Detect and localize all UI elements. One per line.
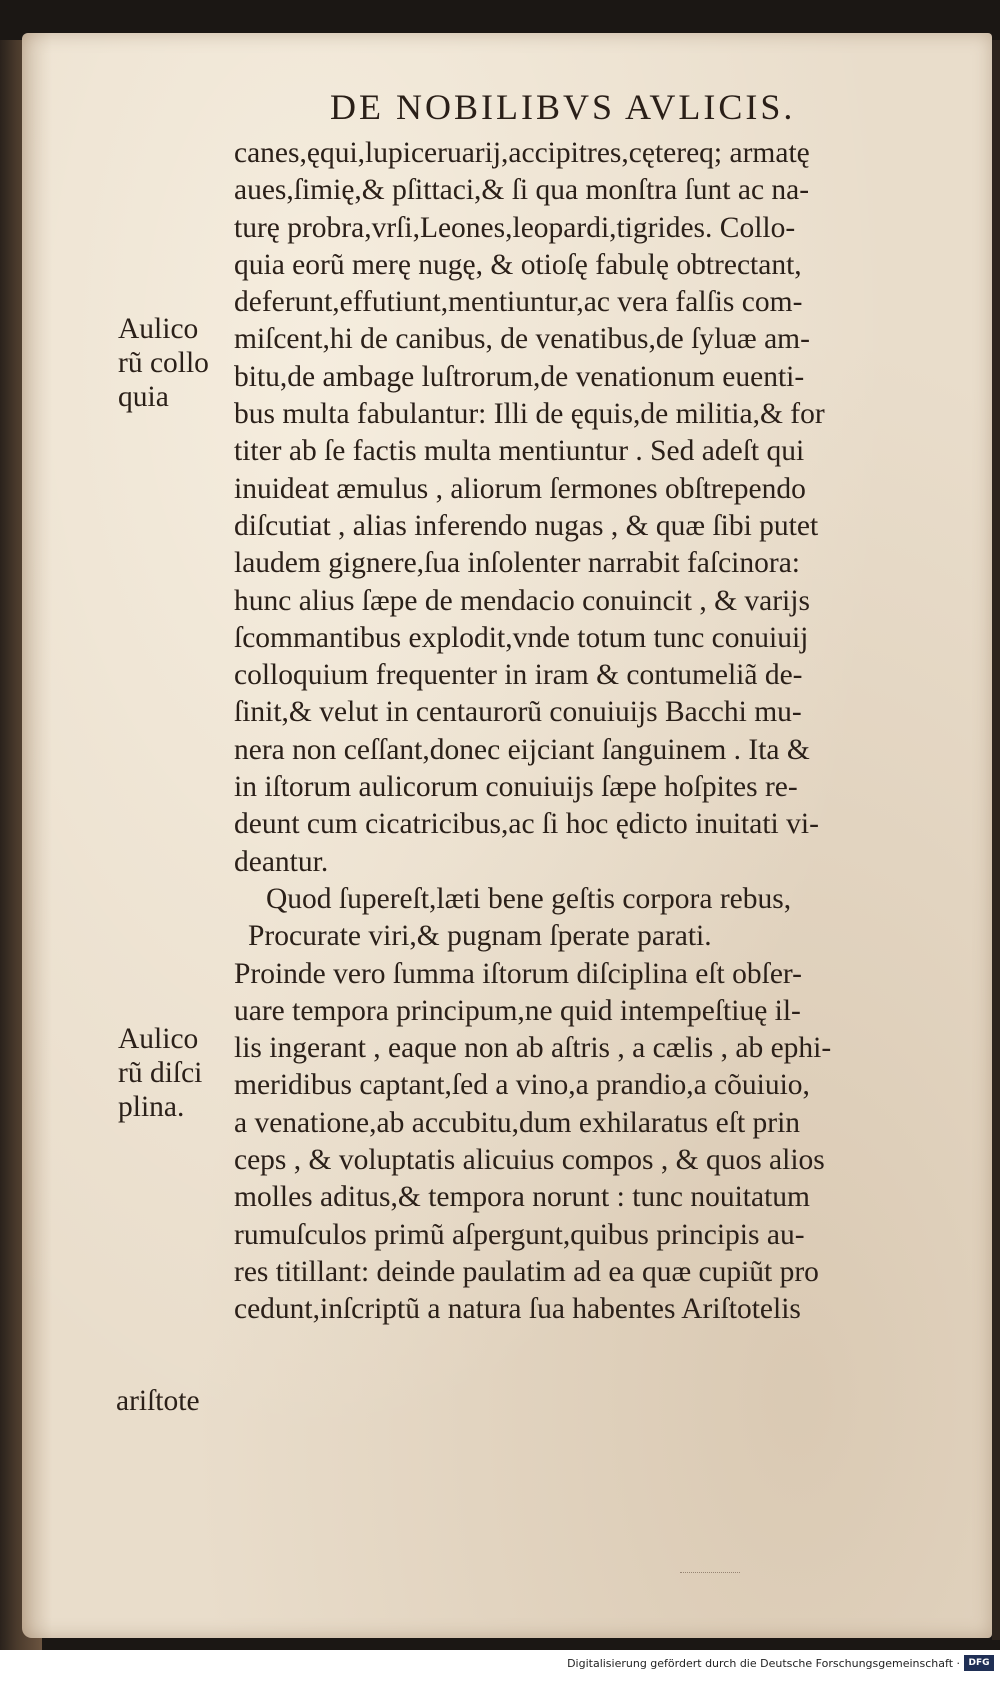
running-head: DE NOBILIBVS AVLICIS. (330, 87, 796, 127)
funding-credit: Digitalisierung gefördert durch die Deutsche Forschungsgemeinschaft · (567, 1657, 960, 1670)
text-line: ſinit,& velut in centaurorũ conuiuijs Bacchi mu- (234, 696, 802, 729)
text-line: rumuſculos primũ aſpergunt,quibus principis au- (234, 1218, 805, 1251)
text-line: in iſtorum aulicorum conuiuijs ſæpe hoſpites re- (234, 771, 798, 804)
text-line: meridibus captant,ſed a vino,a prandio,a cõuiuio, (234, 1069, 810, 1102)
margin-note-aulicorum-colloquia (118, 312, 209, 414)
text-line: aues,ſimię,& pſittaci,& ſi qua monſtra ſunt ac na- (234, 174, 810, 207)
text-line: bitu,de ambage luſtrorum,de venationum euenti- (234, 360, 805, 393)
text-line: diſcutiat , alias inferendo nugas , & quæ ſibi putet (234, 509, 819, 542)
verse-line: Quod ſupereſt,læti bene geſtis corpora rebus, (266, 882, 792, 915)
margin-note-line: rũ collo (118, 347, 209, 379)
text-line: uare tempora principum,ne quid intempeſtiuę il- (234, 994, 801, 1027)
text-line: colloquium frequenter in iram & contumeliã de- (234, 659, 803, 692)
text-line: a venatione,ab accubitu,dum exhilaratus eſt prin (234, 1106, 801, 1139)
text-line: Proinde vero ſumma iſtorum diſciplina eſt obſer- (234, 957, 802, 990)
text-line: quia eorũ merę nugę, & otioſę fabulę obtrectant, (234, 248, 802, 281)
text-line: nera non ceſſant,donec eijciant ſanguinem . Ita & (234, 733, 810, 766)
margin-note-aristote (116, 1384, 200, 1418)
ink-smudge (680, 1572, 740, 1579)
margin-note-line: plina. (118, 1091, 185, 1123)
text-line: res titillant: deinde paulatim ad ea quæ cupiũt pro (234, 1255, 819, 1288)
text-line: cedunt,inſcriptũ a natura ſua habentes Ariſtotelis (234, 1293, 801, 1326)
text-line: titer ab ſe factis multa mentiuntur . Sed adeſt qui (234, 435, 805, 468)
text-line: ceps , & voluptatis alicuius compos , & quos alios (234, 1144, 825, 1177)
text-line: deunt cum cicatricibus,ac ſi hoc ędicto inuitati vi- (234, 808, 819, 841)
margin-note-line: Aulico (118, 1023, 199, 1055)
text-line: lis ingerant , eaque non ab aſtris , a cælis , ab ephi- (234, 1032, 832, 1065)
text-line: bus multa fabulantur: Illi de ęquis,de militia,& for (234, 398, 825, 431)
dfg-logo: DFG (964, 1655, 994, 1671)
text-line: canes,ęqui,lupiceruarij,accipitres,cętereq; armatę (234, 137, 810, 169)
margin-note-line: Aulico (118, 313, 199, 345)
text-line: ſcommantibus explodit,vnde totum tunc conuiuij (234, 621, 809, 654)
page-right-edge (992, 40, 1000, 1640)
text-line: miſcent,hi de canibus, de venatibus,de ſyluæ am- (234, 323, 810, 356)
digitization-footer (0, 1651, 1000, 1681)
text-line: deantur. (234, 845, 329, 878)
text-line: laudem gignere,ſua inſolenter narrabit faſcinora: (234, 547, 800, 580)
margin-note-line: rũ diſci (118, 1057, 203, 1089)
margin-note-line: quia (118, 381, 169, 413)
text-line: hunc alius ſæpe de mendacio conuincit , & varijs (234, 584, 810, 617)
margin-note-line: ariſtote (116, 1385, 200, 1417)
main-text-block (234, 135, 831, 1329)
verse-line: Procurate viri,& pugnam ſperate parati. (248, 920, 712, 953)
text-line: deferunt,effutiunt,mentiuntur,ac vera falſis com- (234, 286, 803, 319)
text-line: inuideat æmulus , aliorum ſermones obſtrependo (234, 472, 806, 505)
margin-note-aulicorum-disciplina (118, 1022, 202, 1124)
text-line: turę probra,vrſi,Leones,leopardi,tigrides. Collo- (234, 211, 796, 244)
text-line: molles aditus,& tempora norunt : tunc nouitatum (234, 1181, 810, 1214)
